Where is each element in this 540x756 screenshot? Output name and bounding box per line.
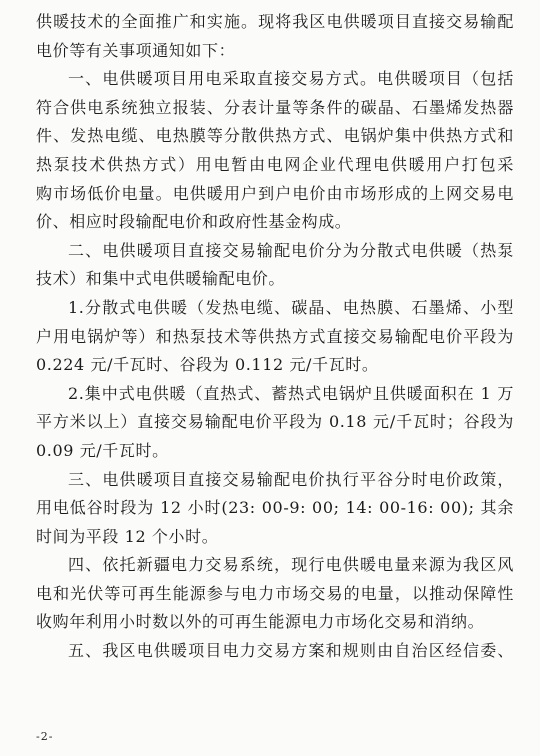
text-line: 户用电锅炉等）和热泵技术等供热方式直接交易输配电价平段为	[36, 326, 514, 346]
text-line: 供暖技术的全面推广和实施。现将我区电供暖项目直接交易输配	[36, 12, 514, 31]
text-line: 电价等有关事项通知如下：	[36, 40, 236, 60]
text-line: 0.09 元/千瓦时。	[36, 440, 169, 460]
text-line: 价、相应时段输配电价和政府性基金构成。	[36, 212, 352, 232]
document-body	[36, 8, 514, 666]
text-line: 0.224 元/千瓦时、谷段为 0.112 元/千瓦时。	[36, 355, 379, 375]
item-1-first-line: 1.分散式电供暖（发热电缆、碳晶、电热膜、石墨烯、小型	[68, 297, 514, 317]
item-2-first-line: 2.集中式电供暖（直热式、蓄热式电锅炉且供暖面积在 1 万	[68, 383, 514, 403]
page-number: -2-	[36, 730, 54, 743]
text-line: 平方米以上）直接交易输配电价平段为 0.18 元/千瓦时；谷段为	[36, 412, 514, 432]
paragraph-4-first-line: 四、依托新疆电力交易系统，现行电供暖电量来源为我区风	[68, 555, 514, 575]
text-line: 件、发热电缆、电热膜等分散供热方式、电锅炉集中供热方式和	[36, 126, 514, 146]
text-line: 符合供电系统独立报装、分表计量等条件的碳晶、石墨烯发热器	[36, 97, 514, 117]
paragraph-1-first-line: 一、电供暖项目用电采取直接交易方式。电供暖项目（包括	[68, 69, 514, 89]
text-line: 热泵技术供热方式）用电暂由电网企业代理电供暖用户打包采	[36, 154, 514, 174]
text-line: 时间为平段 12 个小时。	[36, 526, 219, 546]
paragraph-2-first-line: 二、电供暖项目直接交易输配电价分为分散式电供暖（热泵	[68, 240, 514, 260]
text-line: 购市场低价电量。电供暖用户到户电价由市场形成的上网交易电	[36, 183, 514, 203]
text-line: 用电低谷时段为 12 小时(23: 00-9: 00; 14: 00-16: 00); 其余	[36, 498, 514, 518]
paragraph-3-first-line: 三、电供暖项目直接交易输配电价执行平谷分时电价政策，	[68, 469, 514, 489]
paragraph-5-first-line: 五、我区电供暖项目电力交易方案和规则由自治区经信委、	[68, 641, 514, 661]
text-line: 电和光伏等可再生能源参与电力市场交易的电量，以推动保障性	[36, 583, 514, 603]
text-line: 收购年利用小时数以外的可再生能源电力市场化交易和消纳。	[36, 612, 485, 632]
text-line: 技术）和集中式电供暖输配电价。	[36, 269, 286, 289]
